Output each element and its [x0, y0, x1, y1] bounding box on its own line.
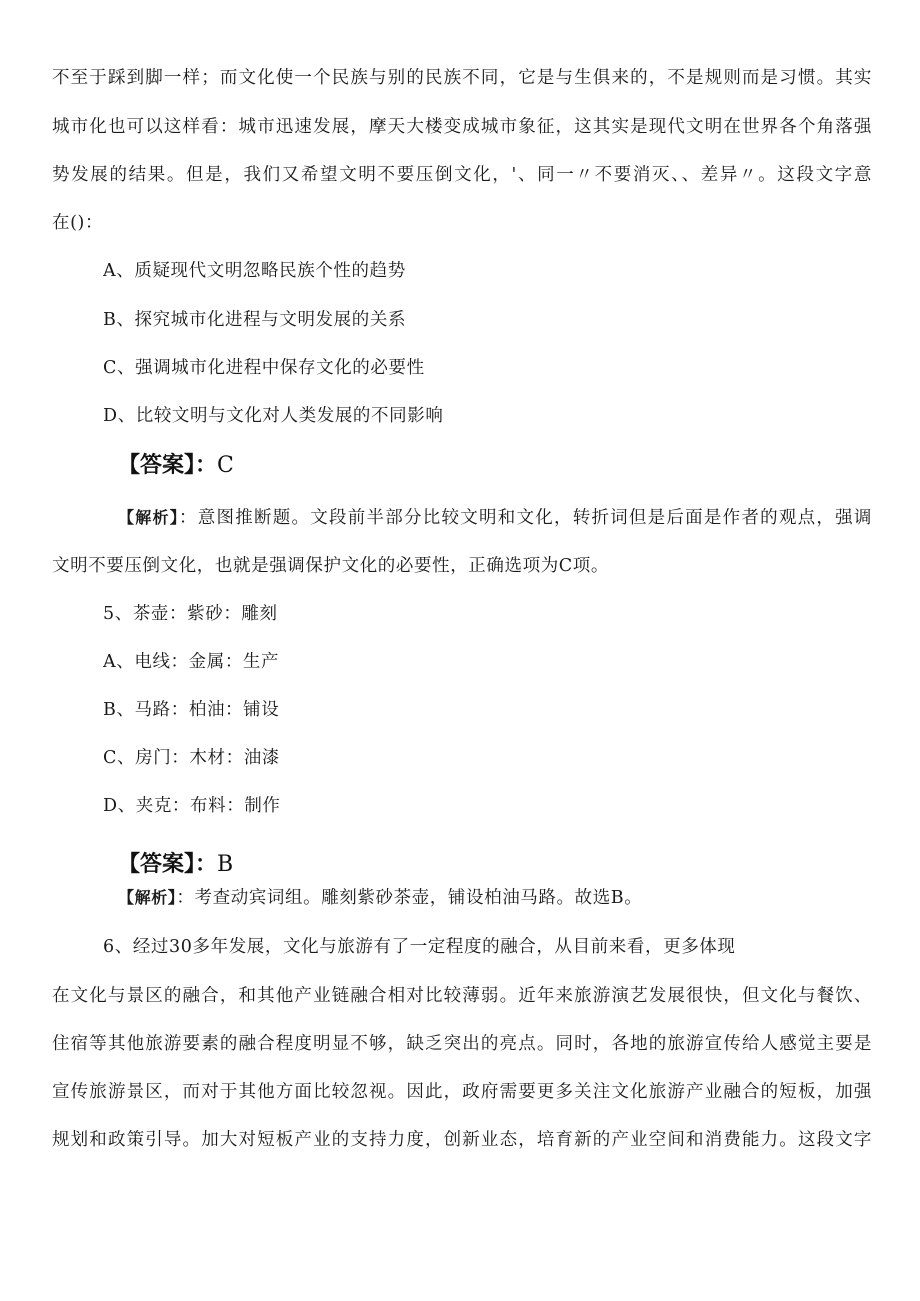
q5-answer [118, 850, 233, 880]
q5-explanation-text: ：考查动宾词组。雕刻紫砂茶壶，铺设柏油马路。故选B。 [176, 888, 643, 908]
q5-answer-letter: B [217, 852, 234, 877]
q4-stem-line-1: 不至于踩到脚一样；而文化使一个民族与别的民族不同，它是与生俱来的，不是规则而是习惯。其实 [52, 68, 872, 88]
q4-option-a: A、质疑现代文明忽略民族个性的趋势 [103, 261, 406, 281]
q5-stem: 5、茶壶：紫砂：雕刻 [103, 604, 278, 624]
q4-answer-letter: C [217, 453, 234, 478]
q5-option-b: B、马路：柏油：铺设 [103, 700, 280, 720]
q4-stem-line-2: 城市化也可以这样看：城市迅速发展，摩天大楼变成城市象征，这其实是现代文明在世界各个角落强 [52, 117, 872, 137]
q4-explanation-text-1: ：意图推断题。文段前半部分比较文明和文化，转折词但是后面是作者的观点，强调 [179, 508, 872, 528]
q5-option-a: A、电线：金属：生产 [103, 652, 280, 672]
q4-stem-line-3: 势发展的结果。但是，我们又希望文明不要压倒文化，'、同一〃不要消灭、、差异〃。这段文字意 [52, 165, 872, 185]
q6-stem-line-1: 6、经过30多年发展，文化与旅游有了一定程度的融合，从目前来看，更多体现 [103, 937, 736, 957]
q5-explanation-tag: 【解析】 [118, 888, 177, 907]
q6-stem-line-2: 在文化与景区的融合，和其他产业链融合相对比较薄弱。近年来旅游演艺发展很快，但文化与餐饮、 [52, 986, 872, 1006]
q4-answer [118, 451, 234, 481]
q4-option-b: B、探究城市化进程与文明发展的关系 [103, 310, 407, 330]
q4-answer-label: 【答案】： [118, 453, 218, 478]
q4-explanation-line-2: 文明不要压倒文化，也就是强调保护文化的必要性，正确选项为C项。 [52, 556, 609, 576]
q4-stem-line-4: 在()： [52, 213, 104, 233]
q4-explanation-line-1 [118, 506, 872, 530]
q4-option-c: C、强调城市化进程中保存文化的必要性 [103, 358, 425, 378]
q5-answer-label: 【答案】： [118, 852, 218, 877]
q4-explanation-tag: 【解析】 [118, 508, 179, 527]
q5-explanation [118, 886, 872, 910]
q5-option-c: C、房门：木材：油漆 [103, 748, 280, 768]
q6-stem-line-5: 规划和政策引导。加大对短板产业的支持力度，创新业态，培育新的产业空间和消费能力。这段文字 [52, 1130, 872, 1150]
q6-stem-line-3: 住宿等其他旅游要素的融合程度明显不够，缺乏突出的亮点。同时，各地的旅游宣传给人感觉主要是 [52, 1034, 872, 1054]
q4-option-d: D、比较文明与文化对人类发展的不同影响 [103, 406, 444, 426]
q6-stem-line-4: 宣传旅游景区，而对于其他方面比较忽视。因此，政府需要更多关注文化旅游产业融合的短板，加强 [52, 1082, 872, 1102]
q5-option-d: D、夹克：布料：制作 [103, 796, 281, 816]
